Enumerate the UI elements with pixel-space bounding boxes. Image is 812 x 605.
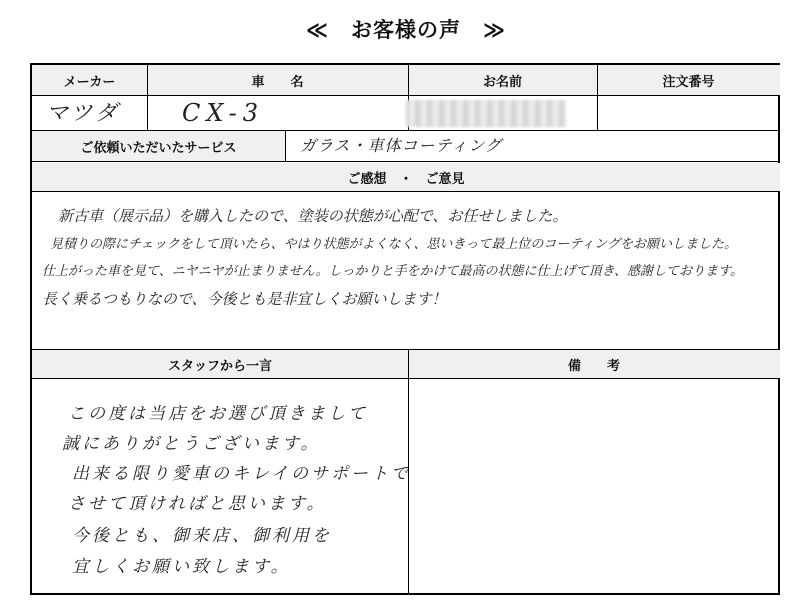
order-number-value bbox=[602, 97, 777, 130]
header-customer-name: お名前 bbox=[408, 65, 597, 95]
divider bbox=[32, 95, 778, 96]
service-value: ガラス・車体コーティング bbox=[300, 136, 502, 155]
header-service: ご依頼いただいたサービス bbox=[32, 131, 285, 161]
divider bbox=[32, 378, 778, 379]
customer-name-redaction bbox=[406, 100, 566, 127]
header-car-name: 車 名 bbox=[147, 65, 408, 95]
header-maker: メーカー bbox=[32, 65, 147, 95]
car-name-value: CX-3 bbox=[182, 99, 264, 127]
header-order-number: 注文番号 bbox=[597, 65, 780, 95]
divider bbox=[408, 349, 409, 595]
staff-message-line: 今後とも、御来店、御利用を bbox=[72, 526, 332, 546]
remarks-value bbox=[412, 381, 776, 591]
divider bbox=[147, 65, 148, 130]
feedback-form bbox=[30, 63, 780, 595]
feedback-line: 新古車（展示品）を購入したので、塗装の状態が心配で、お任せしました。 bbox=[58, 207, 568, 225]
maker-value: マツダ bbox=[46, 101, 121, 126]
divider bbox=[32, 349, 778, 350]
feedback-line: 見積りの際にチェックをして頂いたら、やはり状態がよくなく、思いきって最上位のコーティングをお願いしました。 bbox=[50, 237, 738, 252]
feedback-line: 仕上がった車を見て、ニヤニヤが止まりません。しっかりと手をかけて最高の状態に仕上げて頂き、感謝しております。 bbox=[42, 264, 743, 279]
staff-message-line: この度は当店をお選び頂きまして bbox=[68, 404, 368, 424]
header-staff: スタッフから一言 bbox=[32, 350, 408, 378]
divider bbox=[32, 161, 778, 162]
staff-message-line: 宜しくお願い致します。 bbox=[72, 557, 291, 577]
divider bbox=[32, 130, 778, 131]
divider bbox=[285, 130, 286, 161]
header-remarks: 備 考 bbox=[408, 350, 780, 378]
feedback-line: 長く乗るつもりなので、今後とも是非宜しくお願いします！ bbox=[42, 290, 447, 308]
header-feedback: ご感想 ・ ご意見 bbox=[32, 163, 780, 191]
staff-message-line: させて頂ければと思います。 bbox=[68, 494, 327, 514]
divider bbox=[32, 191, 778, 192]
staff-message-line: 誠にありがとうございます。 bbox=[62, 434, 321, 454]
form-title: ≪ お客様の声 ≫ bbox=[306, 18, 506, 42]
divider bbox=[597, 65, 598, 130]
staff-message-line: 出来る限り愛車のキレイのサポートで bbox=[72, 464, 411, 484]
